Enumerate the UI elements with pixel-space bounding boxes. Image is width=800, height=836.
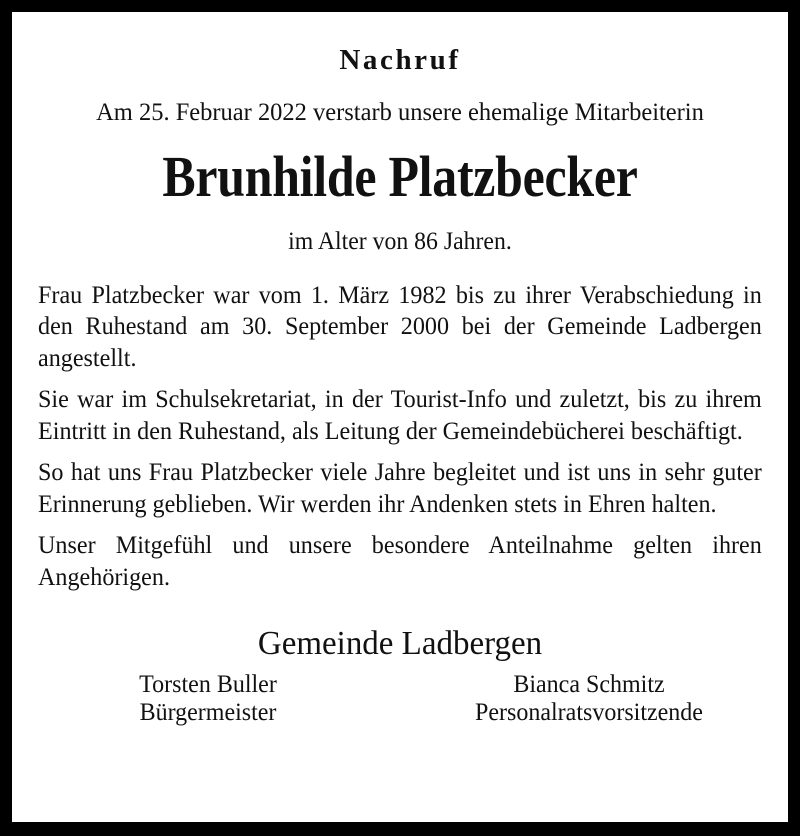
body-paragraph: Unser Mitgefühl und unsere besondere Anteilnahme gelten ihren Angehörigen. [38, 532, 762, 591]
signatory-name: Bianca Schmitz [513, 670, 665, 698]
body-paragraph: So hat uns Frau Platzbecker viele Jahre begleitet und ist uns in sehr guter Erinnerung geblieben. Wir werden ihr Andenken stets in Ehren halten. [38, 459, 762, 518]
signatory-name: Torsten Buller [139, 670, 277, 698]
age-line: im Alter von 86 Jahren. [288, 228, 512, 256]
death-announcement-line: Am 25. Februar 2022 verstarb unsere ehemalige Mitarbeiterin [96, 97, 704, 126]
signatory-role: Bürgermeister [139, 698, 277, 726]
signatory [27, 671, 389, 727]
signatory-list [38, 671, 762, 727]
signatory [408, 671, 770, 727]
deceased-name: Brunhilde Platzbecker [162, 144, 638, 210]
body-paragraph: Frau Platzbecker war vom 1. März 1982 bis zu ihrer Verabschiedung in den Ruhestand am 30. September 2000 bei der Gemeinde Ladbergen angestellt. [38, 281, 762, 372]
obituary-notice-card [12, 12, 788, 822]
signatory-role: Personalratsvorsitzende [475, 698, 703, 726]
obituary-body [38, 280, 762, 594]
signature-block [38, 626, 762, 727]
body-paragraph: Sie war im Schulsekretariat, in der Tourist-Info und zuletzt, bis zu ihrem Eintritt in den Ruhestand, als Leitung der Gemeindebücherei beschäftigt. [38, 386, 762, 445]
page-title: Nachruf [339, 44, 461, 76]
organisation-name: Gemeinde Ladbergen [257, 625, 543, 663]
